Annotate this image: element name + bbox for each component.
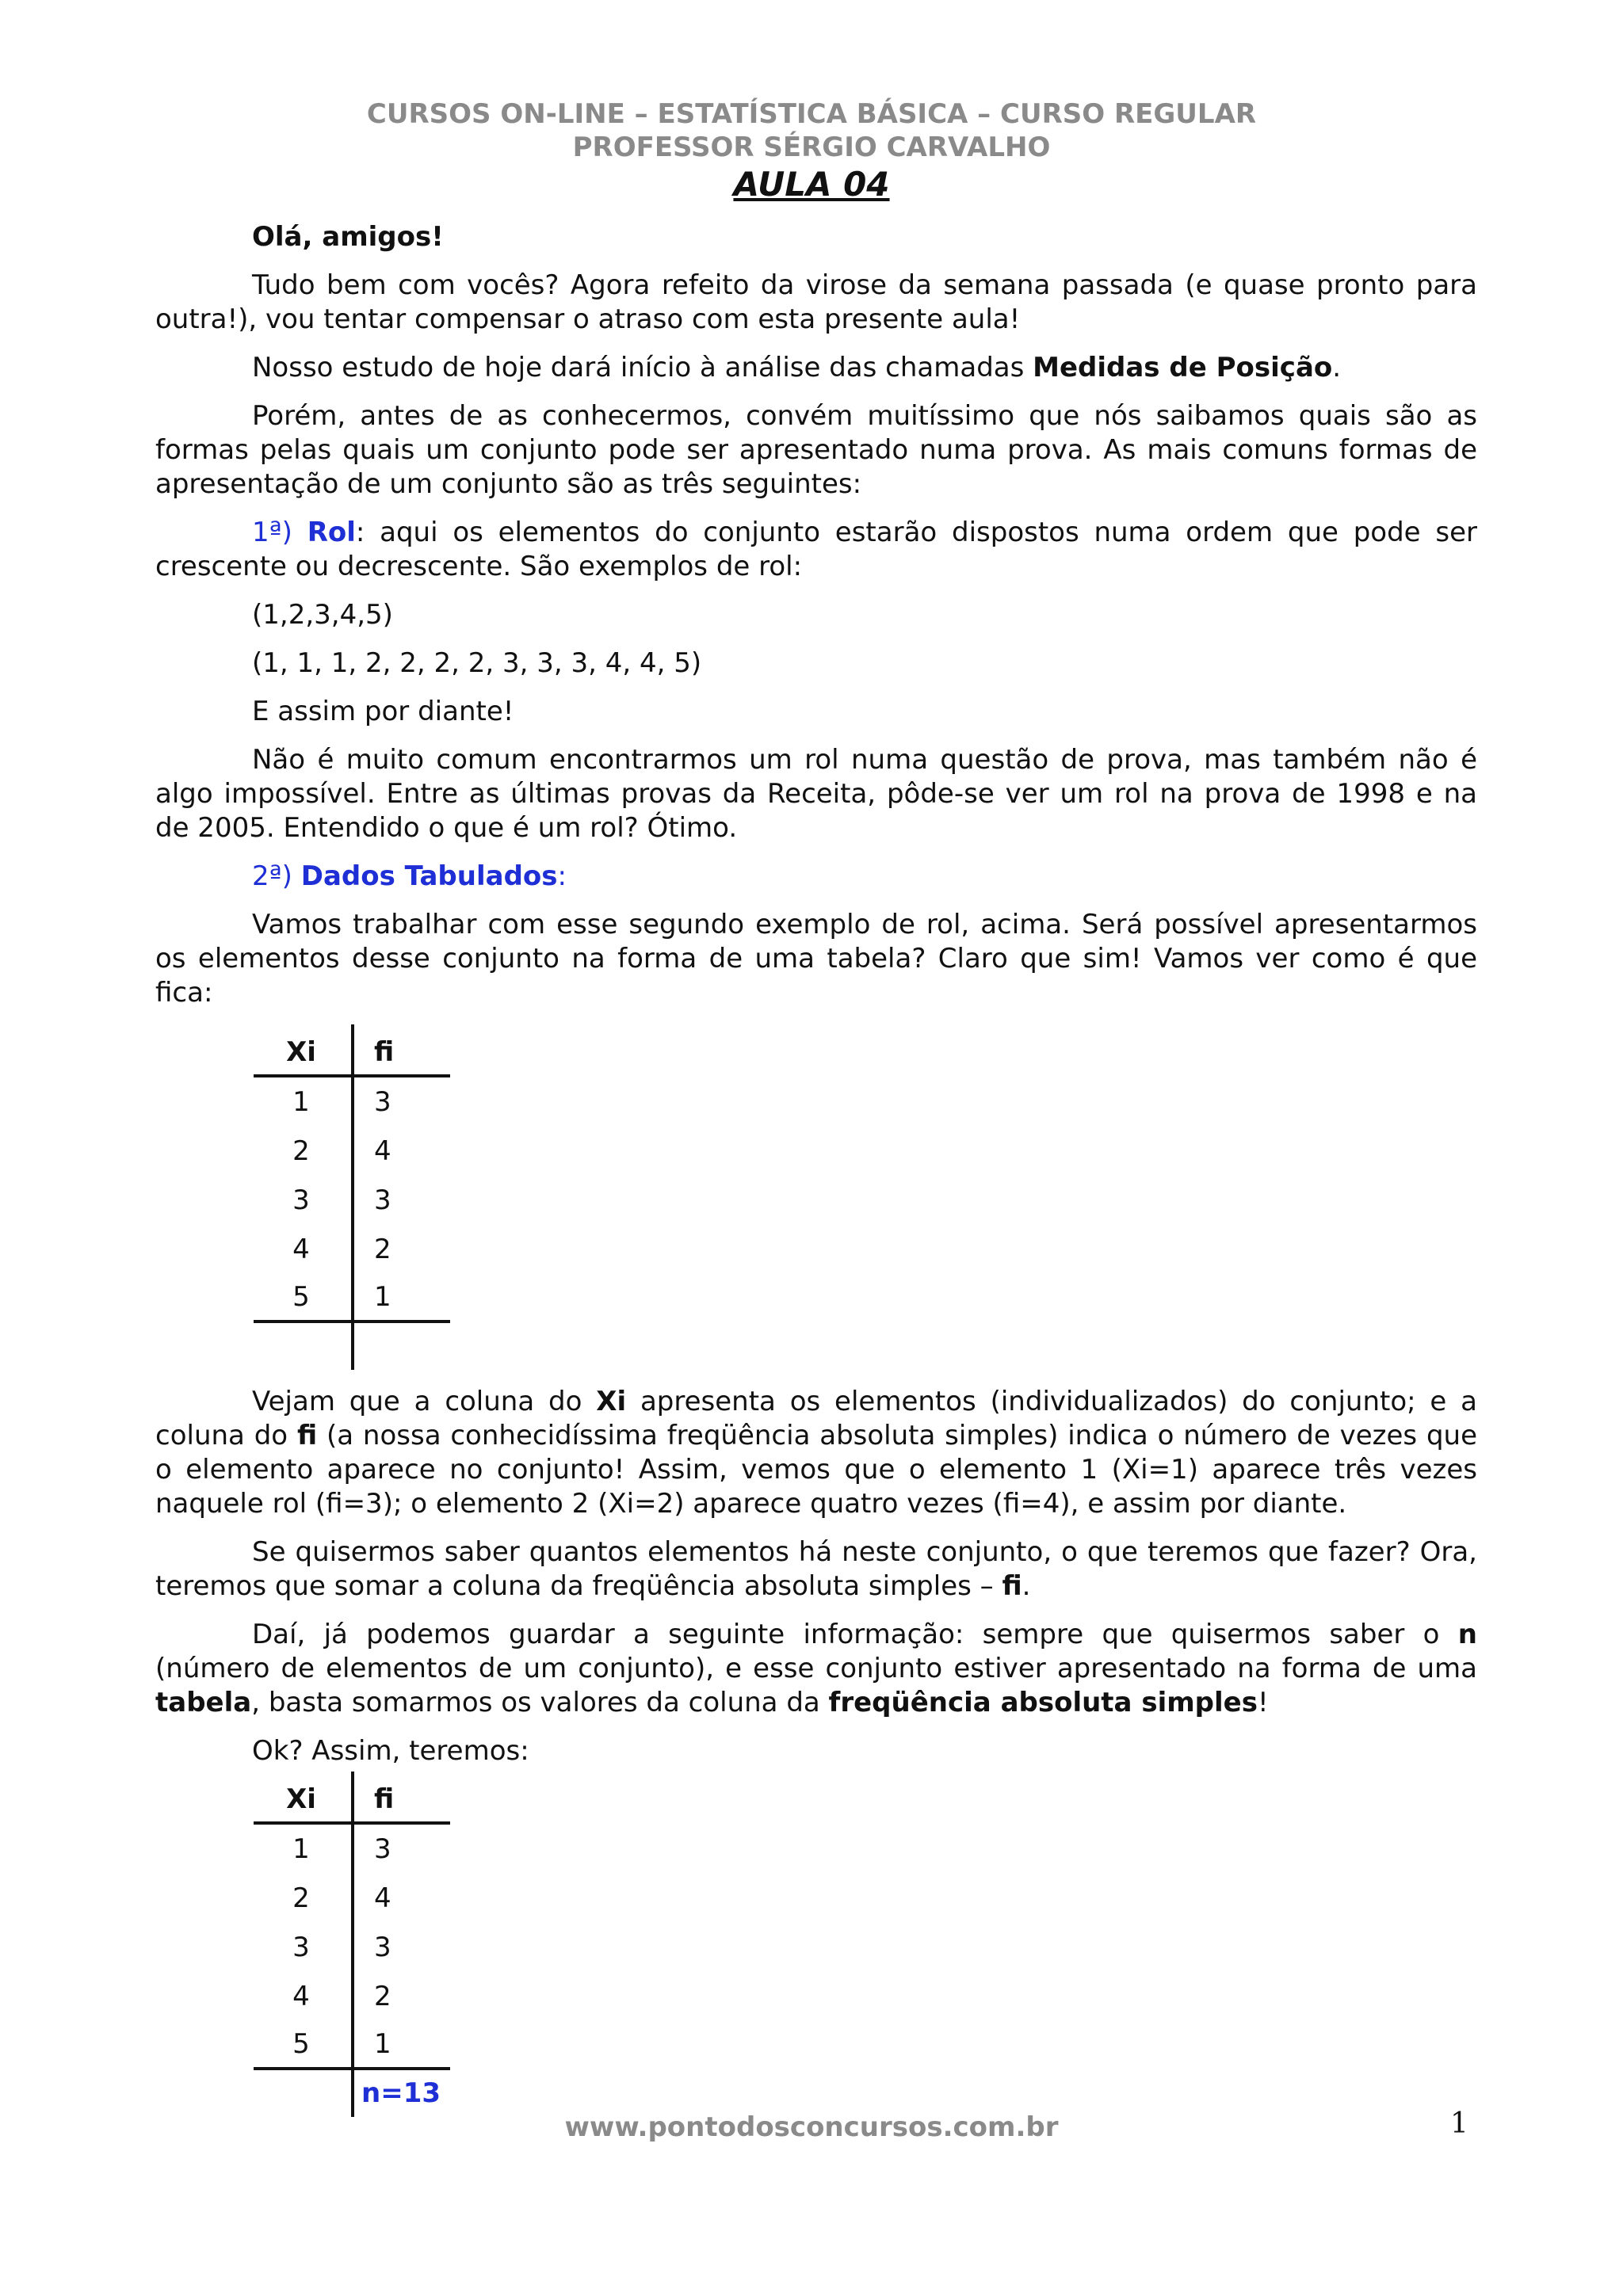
frequency-table-2 xyxy=(254,1772,450,2120)
table-header-xi: Xi xyxy=(286,1783,316,1815)
table-cell: 4 xyxy=(292,1234,310,1265)
table-cell: 1 xyxy=(374,1281,391,1313)
item-dados-tabulados: 2ª) Dados Tabulados: xyxy=(252,860,567,892)
paragraph-columns: Vejam que a coluna do Xi apresenta os elementos (individualizados) do conjunto; e a coluna do fi (a nossa conhecidíssima freqüência absoluta simples) indica o número de vezes que o elemento aparece no conjunto! Assim, vemos que o elemento 1 (Xi=1) aparece três vezes naquele rol (fi=3); o elemento 2 (Xi=2) aparece quatro vezes (fi=4), e assim por diante. xyxy=(155,1386,1477,1520)
greeting: Olá, amigos! xyxy=(252,221,444,253)
table-cell: 4 xyxy=(374,1135,391,1167)
header-course-line: CURSOS ON-LINE – ESTATÍSTICA BÁSICA – CURSO REGULAR xyxy=(366,98,1257,130)
paragraph-forms: Porém, antes de as conhecermos, convém muitíssimo que nós saibamos quais são as formas pelas quais um conjunto pode ser apresentado numa prova. As mais comuns formas de apresentação de um conjunto são as três seguintes: xyxy=(155,400,1477,500)
table-total-n: n=13 xyxy=(361,2077,441,2109)
paragraph-rol-exams: Não é muito comum encontrarmos um rol numa questão de prova, mas também não é algo impossível. Entre as últimas provas da Receita, pôde-se ver um rol na prova de 1998 e na de 2005. Entendido o que é um rol? Ótimo. xyxy=(155,744,1477,844)
item-rol: 1ª) Rol: aqui os elementos do conjunto estarão dispostos numa ordem que pode ser crescente ou decrescente. São exemplos de rol: xyxy=(155,517,1477,582)
paragraph-rule: Daí, já podemos guardar a seguinte informação: sempre que quisermos saber o n (número de elementos de um conjunto), e esse conjunto estiver apresentado na forma de uma tabela, basta somarmos os valores da coluna da freqüência absoluta simples! xyxy=(155,1619,1477,1718)
table-cell: 2 xyxy=(374,1234,391,1265)
frequency-table-1 xyxy=(254,1024,450,1373)
table-cell: 3 xyxy=(374,1932,391,1963)
rol-example-3: E assim por diante! xyxy=(252,696,514,727)
paragraph-ok: Ok? Assim, teremos: xyxy=(252,1735,529,1767)
paragraph-intro: Tudo bem com vocês? Agora refeito da virose da semana passada (e quase pronto para outra!), vou tentar compensar o atraso com esta presente aula! xyxy=(155,269,1477,335)
table-cell: 5 xyxy=(292,1281,310,1313)
paragraph-table-intro: Vamos trabalhar com esse segundo exemplo de rol, acima. Será possível apresentarmos os elementos desse conjunto na forma de uma tabela? Claro que sim! Vamos ver como é que fica: xyxy=(155,909,1477,1009)
page-number: 1 xyxy=(1450,2107,1468,2140)
table-cell: 4 xyxy=(292,1981,310,2012)
table-cell: 1 xyxy=(292,1833,310,1865)
footer-url: www.pontodosconcursos.com.br xyxy=(564,2111,1059,2143)
table-cell: 2 xyxy=(374,1981,391,2012)
lesson-title: AULA 04 xyxy=(733,165,890,204)
header-professor-line: PROFESSOR SÉRGIO CARVALHO xyxy=(572,132,1051,163)
table-cell: 3 xyxy=(374,1086,391,1118)
paragraph-sum: Se quisermos saber quantos elementos há neste conjunto, o que teremos que fazer? Ora, teremos que somar a coluna da freqüência absoluta simples – fi. xyxy=(155,1536,1477,1602)
table-cell: 3 xyxy=(292,1184,310,1216)
table-header-fi: fi xyxy=(374,1036,395,1068)
table-cell: 5 xyxy=(292,2028,310,2060)
table-cell: 3 xyxy=(374,1833,391,1865)
table-cell: 3 xyxy=(374,1184,391,1216)
table-cell: 1 xyxy=(292,1086,310,1118)
table-cell: 4 xyxy=(374,1882,391,1914)
table-header-fi: fi xyxy=(374,1783,395,1815)
paragraph-topic: Nosso estudo de hoje dará início à análise das chamadas Medidas de Posição. xyxy=(252,352,1342,383)
table-cell: 2 xyxy=(292,1882,310,1914)
body-section-1 xyxy=(155,220,1477,1010)
rol-example-2: (1, 1, 1, 2, 2, 2, 2, 3, 3, 3, 4, 4, 5) xyxy=(252,647,702,679)
table-cell: 2 xyxy=(292,1135,310,1167)
body-section-2 xyxy=(155,1385,1477,1768)
table-cell: 3 xyxy=(292,1932,310,1963)
table-header-xi: Xi xyxy=(286,1036,316,1068)
table-cell: 1 xyxy=(374,2028,391,2060)
rol-example-1: (1,2,3,4,5) xyxy=(252,599,393,631)
